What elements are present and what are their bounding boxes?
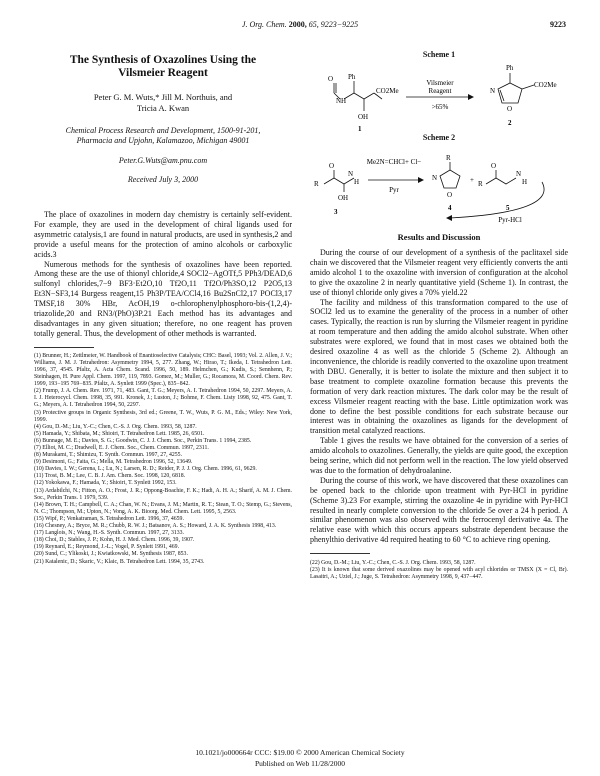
left-column bbox=[34, 42, 292, 566]
journal-name: J. Org. Chem. bbox=[241, 20, 287, 29]
ph-label-left: Ph bbox=[348, 73, 356, 81]
intro-text bbox=[34, 210, 292, 339]
plus-sign: + bbox=[470, 176, 474, 184]
compound-3-number: 3 bbox=[334, 208, 338, 216]
footnote: (20) Sund, C.; Ylikoski, J.; Kwiatkowski, M. Synthesis 1987, 853. bbox=[34, 551, 188, 558]
footnote: (11) Trost, B. M.; Lee, C. B. J. Am. Chem. Soc. 1998, 120, 6818. bbox=[34, 473, 186, 480]
doi-copyright: 10.1021/jo000664r CCC: $19.00 © 2000 American Chemical Society bbox=[195, 748, 405, 757]
footnote: (13) Ardabilchi, N.; Fitton, A. O.; Frost, J. R.; Oppong-Boachie, F. K.; Hadi, A. H. A.; Sharif, A. M. J. Chem. Soc., Perkin Trans. 1 1979, 539. bbox=[34, 487, 292, 501]
compound2-bonds bbox=[498, 73, 534, 103]
footnote-divider bbox=[310, 553, 370, 554]
co2me-label-right: CO2Me bbox=[534, 81, 557, 89]
intro-paragraph: The place of oxazolines in modern day chemistry is certainly self-evident. For example, they are used in the development of chiral ligands used for asymmetric catalysis,1 are found in natural products, are used in synthesis,2 and provide a useful means for the protection of amino alcohols or carboxylic acids.3 bbox=[34, 210, 292, 259]
article-title: The Synthesis of Oxazolines Using the Vilsmeier Reagent bbox=[69, 54, 257, 79]
nh-label: NH bbox=[336, 97, 347, 105]
return-arrowhead bbox=[446, 215, 452, 221]
results-heading: Results and Discussion bbox=[397, 232, 481, 242]
oh-label: OH bbox=[358, 113, 369, 121]
compound1-bonds bbox=[334, 81, 382, 111]
o-label-5: O bbox=[491, 162, 497, 170]
footnote: (21) Katalenic, D.; Skaric, V.; Klaic, B. Tetrahedron Lett. 1994, 35, 2743. bbox=[34, 558, 205, 565]
received-date: Received July 3, 2000 bbox=[127, 175, 199, 184]
scheme2-svg bbox=[310, 142, 568, 224]
affiliation: Chemical Process Research and Development, 1500-91-201, Pharmacia and Upjohn, Kalamazoo, Michigan 49001 bbox=[65, 126, 261, 145]
page-number: 9223 bbox=[550, 20, 566, 29]
ph-label-right: Ph bbox=[506, 64, 514, 72]
compound-1-number: 1 bbox=[358, 125, 362, 133]
scheme2-bottom-label: Pyr-HCl bbox=[498, 216, 522, 224]
footnotes-left bbox=[34, 353, 292, 566]
footnote: (23) It is known that some derived oxazolines may be opened with acyl chlorides or TMSX (X = Cl, Br). Lasaitri, A.; Uziel, J.; Juge, S. Tetrahedron: Asymmetry 1998, 9, 437−447. bbox=[310, 567, 568, 581]
footnote: (15) Wipf, P.; Venkatraman, S. Tetrahedron Lett. 1996, 37, 4659. bbox=[34, 515, 184, 522]
footnote: (19) Reynard, E.; Reymond, J.-L.; Vogel, P. Synlett 1991, 469. bbox=[34, 544, 180, 551]
scheme2-base: Pyr bbox=[389, 186, 399, 194]
footnote: (10) Davies, I. W.; Gerena, L.; Lu, N.; Larsen, R. D.; Reider, P. J. J. Org. Chem. 1996, 61, 9629. bbox=[34, 466, 257, 473]
footnote: (8) Murakami, T.; Shimizu, T. Synth. Commun. 1997, 27, 4255. bbox=[34, 452, 183, 459]
n-label: N bbox=[490, 87, 496, 95]
footnote: (4) Gou, D.-M.; Liu, Y.-C.; Chen, C.-S. J. Org. Chem. 1993, 58, 1287. bbox=[34, 423, 197, 430]
compound-2-number: 2 bbox=[508, 119, 512, 127]
footnote: (5) Hamada, Y.; Shibata, M.; Shioiri, T. Tetrahedron Lett. 1985, 26, 6501. bbox=[34, 430, 205, 437]
h-label-5: H bbox=[522, 178, 528, 186]
reaction-arrowhead bbox=[468, 94, 474, 100]
r-label-4: R bbox=[446, 154, 451, 162]
results-text bbox=[310, 248, 568, 545]
results-paragraph: Table 1 gives the results we have obtained for the conversion of a series of amido alcohols to oxazolines. Generally, the yields are quite good, the exception being serine, which did not perform well in the reaction. The low yield observed was due to the formation of dehydroalanine. bbox=[310, 436, 568, 475]
n-label-4: N bbox=[432, 174, 438, 182]
oh-label-3: OH bbox=[338, 194, 349, 202]
scheme2-diagram bbox=[310, 142, 568, 224]
arrow-label-mid: Reagent bbox=[428, 87, 452, 95]
footnote: (18) Choi, D.; Stables, J. P.; Kohn, H. J. Med. Chem. 1996, 39, 1907. bbox=[34, 537, 195, 544]
footnote: (12) Yokokawa, F.; Hamada, Y.; Shioiri, T. Synlett 1992, 153. bbox=[34, 480, 177, 487]
volume-pages: 65, 9223−9225 bbox=[308, 20, 359, 29]
scheme1-svg bbox=[310, 59, 568, 133]
return-arrow bbox=[450, 182, 544, 218]
results-paragraph: The facility and mildness of this transformation compared to the use of SOCl2 led us to examine the generality of the process in a number of other cases. Typically, the reaction is run by slurring the Vilsmeier reagent in pyridine at room temperature and then adding the amido alcohol substrate. When other substrates were explored, we found that in most cases we obtained both the desired oxazoline 4 as well as the chloride 5 (Scheme 2). Although an inconvenience, the chloride is readily converted to the oxazoline upon treatment with DBU. Generally, it is better to isolate the mixture and then subject it to base treatment to complete oxazoline formation because this prevents the formation of very dark reaction mixtures. The dark color may be the result of excess Vilsmeier reagent reacting with the base. Little optimization work was done to define the best possible conditions for each substrate because our interest was in obtaining the oxazolines as ligands for the development of transition metal catalyzed reactions. bbox=[310, 297, 568, 436]
arrow-label-bottom: >65% bbox=[431, 103, 449, 111]
footnote: (9) Desimoni, G.; Faita, G.; Mella, M. Tetrahedron 1996, 52, 13649. bbox=[34, 459, 193, 466]
n-label-3: N bbox=[348, 170, 354, 178]
footnote: (7) Elliot, M. C.; Dradwell, E. J. Chem. Soc., Chem. Commun. 1997, 2311. bbox=[34, 445, 209, 451]
scheme2-reagent: Me2N=CHCl+ Cl− bbox=[366, 158, 422, 166]
scheme2-title: Scheme 2 bbox=[422, 133, 456, 142]
n-label-5: N bbox=[516, 170, 522, 178]
scheme2-arrowhead bbox=[418, 177, 424, 183]
footnote: (3) Protective groups in Organic Synthesis, 3rd ed.; Greene, T. W., Wuts, P. G. M., Eds.; Wiley: New York, 1999. bbox=[34, 409, 292, 423]
h-label-3: H bbox=[354, 178, 360, 186]
intro-paragraph: Numerous methods for the synthesis of oxazolines have been reported. Among these are the use of thionyl chloride,4 SOCl2−AgOTf,5 PPh3/DEAD,6 sulfonyl chlorides,7−9 BF3·Et2O,10 Tf2O,11 Tf2O/Ph3SO,12 P2O5,13 Et3N−SF3,14 Burgess reagent,15 Ph3P/TEA/CCl4,16 Bu2SnCl2,17 POCl3,17 TMSF,18 30% HBr, AcOH,19 o-chlorophenylphosphoro-bis-(1,2,4)-triazolide,20 and RN3/(PhO)3P.21 Each method has its advantages and disadvantages in any given situation; therefore, no one reagent has proven totally general. Thus, the development of other methods is warranted. bbox=[34, 259, 292, 338]
scheme1-title: Scheme 1 bbox=[422, 50, 456, 59]
results-paragraph: During the course of our development of a synthesis of the paclitaxel side chain we discovered that the Vilsmeier reagent very efficiently converts the anti amido alcohol 1 to the oxazoline with inversion of configuration at the alcohol to give the oxazoline 2 in nearly quantitative yield (Scheme 1). In contrast, the use of thionyl chloride only gives a 70% yield.22 bbox=[310, 248, 568, 297]
footnote: (6) Bunnage, M. E.; Davies, S. G.; Goodwin, C. J. J. Chem. Soc., Perkin Trans. 1 1994, 2385. bbox=[34, 437, 252, 444]
authors: Peter G. M. Wuts,* Jill M. Northuis, and Tricia A. Kwan bbox=[93, 92, 233, 113]
footnote: (2) Frump, J. A. Chem. Rev. 1971, 71, 483. Gant, T. G.; Meyers, A. I. Tetrahedron 1994, 50, 2297. Meyers, A. I. J. Heterocycl. Chem. 1998, 35, 991. Kronek, J.; Luston, J.; Bohme, F. Chem. Listy 1998, 92, 475. Gant, T. G.; Meyers, A. I. Tetrahedron 1994, 50, 2297. bbox=[34, 388, 292, 409]
scheme1-diagram bbox=[310, 59, 568, 133]
author-email[interactable]: Peter.G.Wuts@am.pnu.com bbox=[118, 156, 208, 165]
running-header bbox=[0, 20, 600, 29]
compound-5-number: 5 bbox=[506, 204, 510, 212]
arrow-label-top: Vilsmeier bbox=[426, 79, 454, 87]
footnote: (16) Chesney, A.; Bryce, M. R.; Chubb, R. W. J.; Batsanov, A. S.; Howard, J. A. K. Synthesis 1998, 413. bbox=[34, 523, 277, 530]
r-label-5: R bbox=[478, 180, 483, 188]
o-label-4: O bbox=[447, 191, 453, 199]
footnote: (14) Brown, T. H.; Campbell, C. A.; Chan, W. N.; Evans, J. M.; Martin, R. T.; Stean, T. O.; Stemp, G.; Stevens, N. C.; Thompson, M.; Upton, N.; Vong, A. K. Bioorg. Med. Chem. Lett. 1995, 5, 2563. bbox=[34, 501, 292, 515]
footnote: (17) Langlois, N.; Wang, H.-S. Synth. Commun. 1997, 27, 3133. bbox=[34, 530, 184, 537]
results-paragraph: During the course of this work, we have discovered that these oxazolines can be opened back to the chloride upon treatment with Pyr-HCl in pyridine (Scheme 3).23 For example, stirring the oxazoline 4e in pyridine with Pyr-HCl resulted in nearly complete conversion to the chloride 5e over a 24 h period. A similar phenomenon was also observed with the ferrocenyl derivative 4a. The relative ease with which this occurs appears substrate dependent because the phenylthio derivative 4d required heating to 60 °C to achieve ring opening. bbox=[310, 475, 568, 545]
journal-year: 2000, bbox=[288, 20, 307, 29]
o-ring-label: O bbox=[507, 105, 513, 113]
o-label-3: O bbox=[329, 162, 335, 170]
compound-4-number: 4 bbox=[448, 204, 452, 212]
carbonyl-o-label: O bbox=[328, 75, 334, 83]
footnote: (1) Brunner, H.; Zettlmeier, W. Handbook of Enantioselective Catalysis; CHC: Basel, 1993; Vol. 2. Allen, J. V.; Williams, J. M. J. Tetrahedron: Asymmetry 1994, 5, 277. Zhang, W.; Hirao, T.; Ikeda, I. Tetrahedron Lett. 1996, 37, 4545. Pfaltz, A. Acta Chem. Scand. 1996, 50, 189. Helmchen, G.; Kudis, S.; Sennhenn, P.; Steinhagen, H. Pure Appl. Chem. 1997, 119, 7893. Gomez, M.; Muller, G.; Rocamora, M. Coord. Chem. Rev. 1999, 193−195 769−835. Pfaltz, A. Synlett 1999 (Spec.), 835−842. bbox=[34, 352, 293, 388]
footnotes-right bbox=[310, 560, 568, 581]
co2me-label-left: CO2Me bbox=[376, 87, 399, 95]
compound5-bonds bbox=[486, 170, 516, 184]
published-date: Published on Web 11/28/2000 bbox=[254, 759, 346, 768]
compound4-bonds bbox=[440, 162, 460, 188]
footnote-divider bbox=[34, 347, 94, 348]
right-column bbox=[310, 42, 568, 581]
r-label-3: R bbox=[314, 180, 319, 188]
footnote: (22) Gou, D.-M.; Liu, Y.-C.; Chen, C.-S. J. Org. Chem. 1993, 58, 1287. bbox=[310, 560, 476, 567]
